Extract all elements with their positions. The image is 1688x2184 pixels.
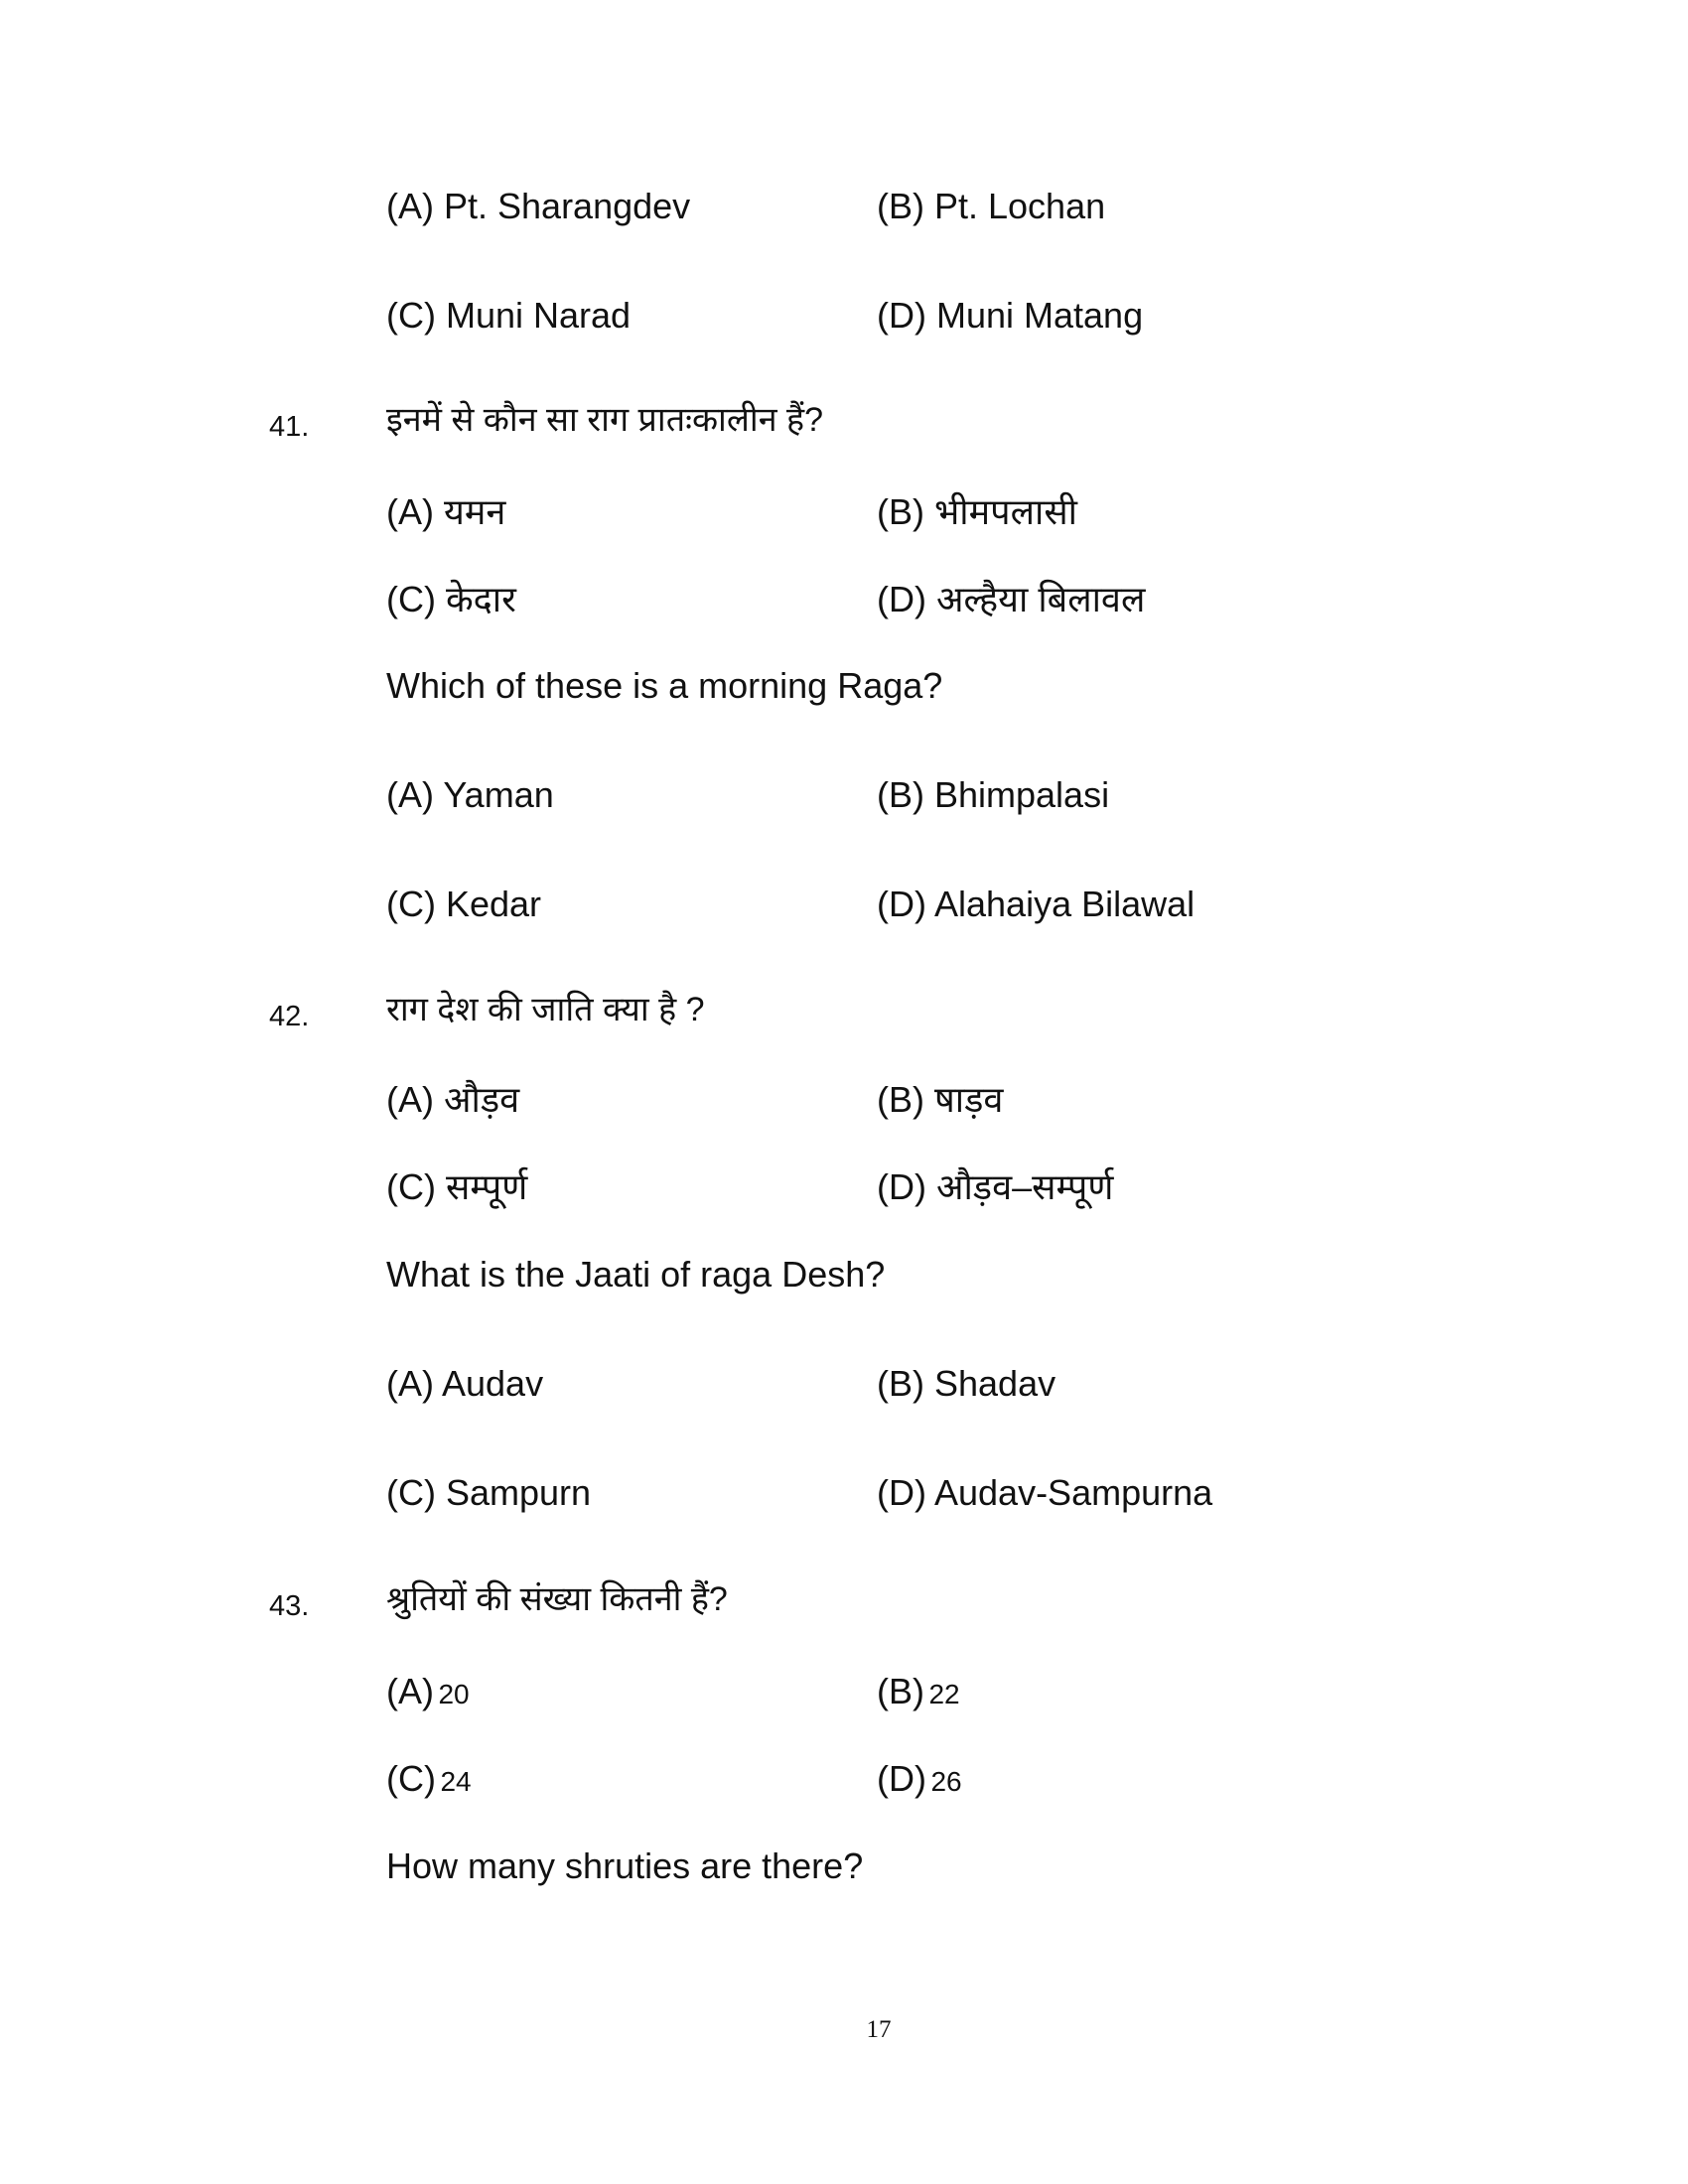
q40-option-b: (B) Pt. Lochan <box>877 186 1106 226</box>
q42-option-c-hindi: (C) सम्पूर्ण <box>386 1166 528 1207</box>
q42-option-c-english: (C) Sampurn <box>386 1472 592 1513</box>
q43-question-hindi: श्रुतियों की संख्या कितनी हैं? <box>386 1580 728 1618</box>
q43-number: 43. <box>269 1590 310 1622</box>
q41-option-a-english: (A) Yaman <box>386 774 554 815</box>
q42-option-d-hindi: (D) औड़व–सम्पूर्ण <box>877 1166 1114 1207</box>
q41-option-d-hindi: (D) अल्हैया बिलावल <box>877 579 1146 619</box>
q43-option-a-value: 20 <box>438 1679 470 1709</box>
q42-question-hindi: राग देश की जाति क्या है ? <box>386 991 705 1028</box>
q41-option-c-hindi: (C) केदार <box>386 579 516 619</box>
q42-number: 42. <box>269 1001 310 1032</box>
q41-question-english: Which of these is a morning Raga? <box>386 665 943 706</box>
q43-option-d <box>877 1758 962 1799</box>
q41-question-hindi: इनमें से कौन सा राग प्रातःकालीन हैं? <box>386 401 823 439</box>
q43-option-c-value: 24 <box>440 1766 472 1797</box>
q42-question-english: What is the Jaati of raga Desh? <box>386 1254 886 1295</box>
q42-option-a-english: (A) Audav <box>386 1363 544 1404</box>
q40-option-a: (A) Pt. Sharangdev <box>386 186 691 226</box>
q42-option-b-english: (B) Shadav <box>877 1363 1056 1404</box>
q43-option-d-value: 26 <box>930 1766 962 1797</box>
q41-option-b-hindi: (B) भीमपलासी <box>877 491 1077 532</box>
q40-option-c: (C) Muni Narad <box>386 295 632 336</box>
q43-option-a <box>386 1671 470 1711</box>
q43-option-b-value: 22 <box>928 1679 960 1709</box>
q43-option-b-label: (B) <box>877 1671 924 1711</box>
q43-question-english: How many shruties are there? <box>386 1845 864 1886</box>
q43-option-a-label: (A) <box>386 1671 434 1711</box>
q42-option-a-hindi: (A) औड़व <box>386 1079 520 1120</box>
q41-option-c-english: (C) Kedar <box>386 884 542 924</box>
q42-option-b-hindi: (B) षाड़व <box>877 1079 1004 1120</box>
q41-option-a-hindi: (A) यमन <box>386 491 506 532</box>
q42-option-d-english: (D) Audav-Sampurna <box>877 1472 1213 1513</box>
q43-option-d-label: (D) <box>877 1758 926 1799</box>
q43-option-c-label: (C) <box>386 1758 436 1799</box>
q43-option-c <box>386 1758 472 1799</box>
q43-option-b <box>877 1671 960 1711</box>
page-number: 17 <box>866 2016 892 2043</box>
q41-number: 41. <box>269 411 310 443</box>
q40-option-d: (D) Muni Matang <box>877 295 1144 336</box>
q41-option-d-english: (D) Alahaiya Bilawal <box>877 884 1196 924</box>
q41-option-b-english: (B) Bhimpalasi <box>877 774 1110 815</box>
